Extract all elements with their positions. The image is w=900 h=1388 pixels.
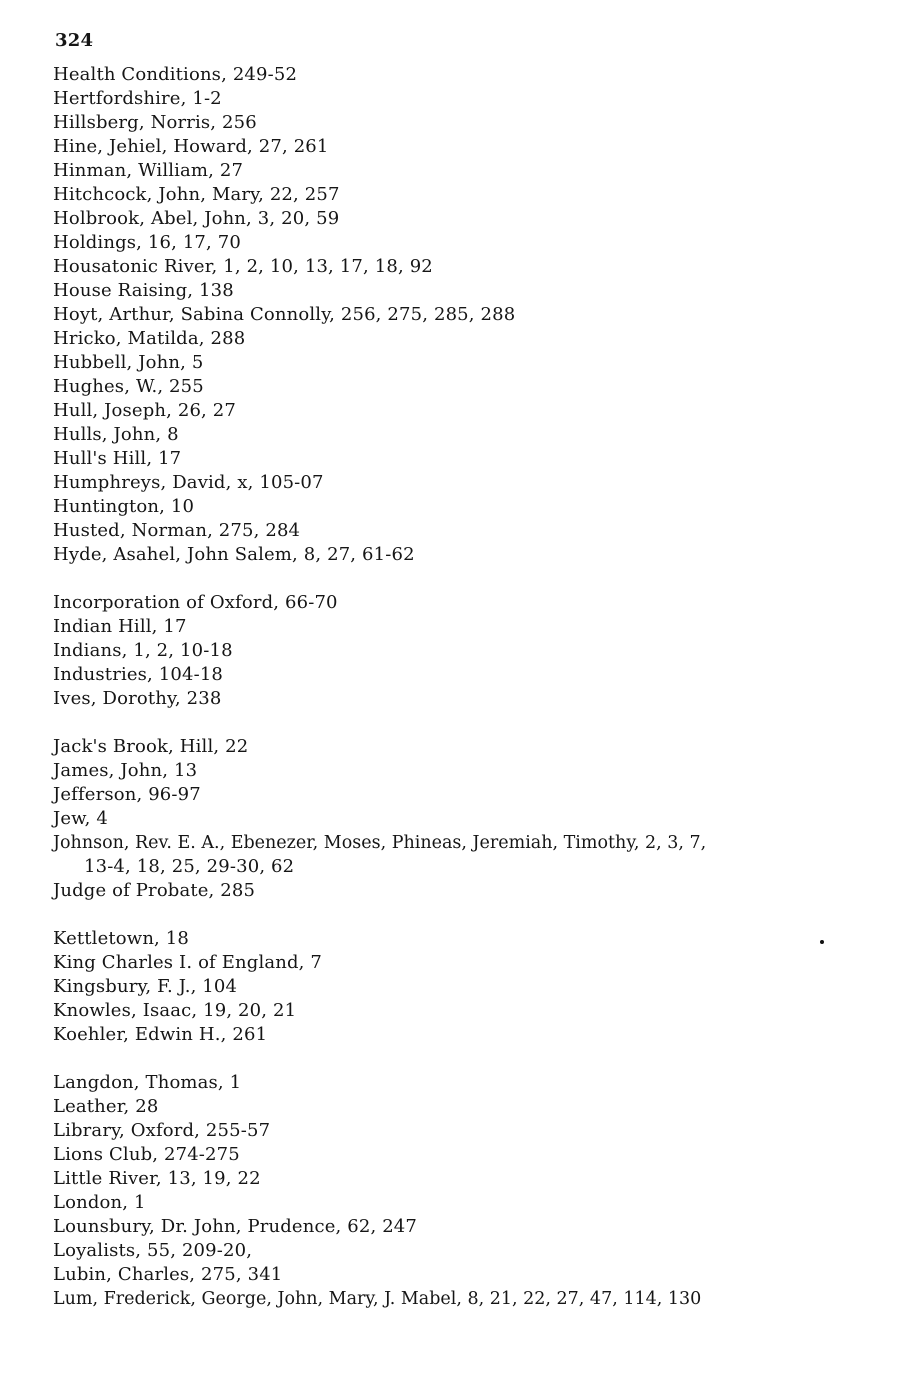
index-entry: Hitchcock, John, Mary, 22, 257 [53,184,340,205]
index-entry: Indians, 1, 2, 10-18 [53,640,233,661]
index-entry: Hine, Jehiel, Howard, 27, 261 [53,136,329,157]
index-entry: Hinman, William, 27 [53,160,244,181]
index-entry: Knowles, Isaac, 19, 20, 21 [53,1000,297,1021]
index-entry-continuation: 13-4, 18, 25, 29-30, 62 [84,856,295,877]
index-entry: Lum, Frederick, George, John, Mary, J. Mabel, 8, 21, 22, 27, 47, 114, 130 [53,1289,702,1309]
index-entry: Incorporation of Oxford, 66-70 [53,592,338,613]
index-entry: Holbrook, Abel, John, 3, 20, 59 [53,208,340,229]
index-entry: Loyalists, 55, 209-20, [53,1240,253,1261]
index-entry: Huntington, 10 [53,496,195,517]
index-entry: Hricko, Matilda, 288 [53,328,246,349]
index-entry: Leather, 28 [53,1096,159,1117]
index-entry: Kettletown, 18 [53,928,190,949]
index-entry: Jew, 4 [53,808,108,829]
index-entry: Jefferson, 96-97 [53,784,201,805]
index-entry: Housatonic River, 1, 2, 10, 13, 17, 18, 92 [53,256,433,277]
index-entry: Ives, Dorothy, 238 [53,688,222,709]
index-entry: Koehler, Edwin H., 261 [53,1024,268,1045]
index-entry: Hull's Hill, 17 [53,448,182,469]
page-number: 324 [55,30,94,51]
index-entry: Hughes, W., 255 [53,376,204,397]
index-entry: Little River, 13, 19, 22 [53,1168,261,1189]
index-entry: Judge of Probate, 285 [53,880,256,901]
index-entry: Lubin, Charles, 275, 341 [53,1264,283,1285]
index-entry: King Charles I. of England, 7 [53,952,322,973]
index-entry: Jack's Brook, Hill, 22 [53,736,249,757]
index-entry: Husted, Norman, 275, 284 [53,520,301,541]
index-entry: Hulls, John, 8 [53,424,179,445]
index-entry: Library, Oxford, 255-57 [53,1120,271,1141]
index-entry: Indian Hill, 17 [53,616,187,637]
index-entry: Hull, Joseph, 26, 27 [53,400,236,421]
index-entry: Lounsbury, Dr. John, Prudence, 62, 247 [53,1216,417,1237]
index-entry: Hoyt, Arthur, Sabina Connolly, 256, 275, 285, 288 [53,304,516,325]
index-entry: Johnson, Rev. E. A., Ebenezer, Moses, Phineas, Jeremiah, Timothy, 2, 3, 7, [53,833,707,853]
index-entry: Holdings, 16, 17, 70 [53,232,241,253]
index-entry: London, 1 [53,1192,146,1213]
index-entry: Hillsberg, Norris, 256 [53,112,257,133]
index-entry: Lions Club, 274-275 [53,1144,240,1165]
index-entry: Hertfordshire, 1-2 [53,88,222,109]
index-entry: House Raising, 138 [53,280,234,301]
index-entry: James, John, 13 [53,760,198,781]
index-entry: Hubbell, John, 5 [53,352,204,373]
index-entry: Hyde, Asahel, John Salem, 8, 27, 61-62 [53,544,415,565]
index-entry: Health Conditions, 249-52 [53,64,298,85]
ink-speck [820,940,824,944]
index-entry: Langdon, Thomas, 1 [53,1072,242,1093]
index-entry: Kingsbury, F. J., 104 [53,976,238,997]
index-entry: Industries, 104-18 [53,664,224,685]
index-entry: Humphreys, David, x, 105-07 [53,472,324,493]
